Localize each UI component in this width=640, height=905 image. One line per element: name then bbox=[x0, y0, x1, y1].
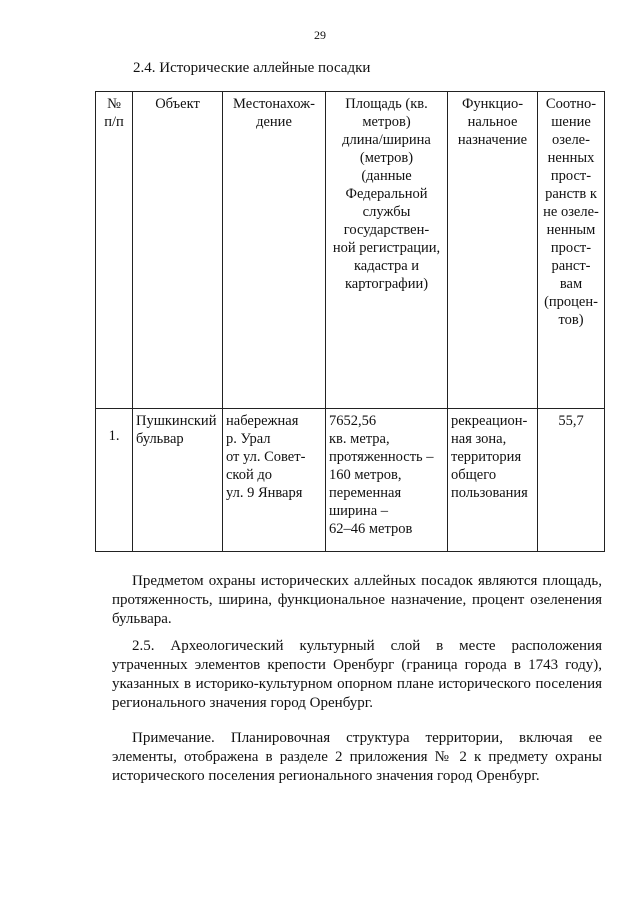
paragraph-line: указанных в историко-культурном опорном плане исторического поселения bbox=[112, 676, 602, 692]
header-function: Функцио- нальное назначение bbox=[448, 92, 538, 409]
header-ratio: Соотно- шение озеле- ненных прост- ранств к не озеле- ненным прост- ранст- вам (процен- тов) bbox=[538, 92, 605, 409]
cell-location: набережная р. Урал от ул. Совет- ской до ул. 9 Января bbox=[223, 409, 326, 552]
header-object: Объект bbox=[133, 92, 223, 409]
alley-plantings-table bbox=[95, 91, 605, 552]
paragraph-note bbox=[112, 729, 602, 786]
paragraph-line: элементы, отображена в разделе 2 приложения № 2 к предмету охраны bbox=[112, 749, 602, 765]
table-row bbox=[96, 409, 605, 552]
header-area: Площадь (кв. метров) длина/ширина (метров) (данные Федеральной службы государствен- ной регистрации, кадастра и картографии) bbox=[326, 92, 448, 409]
cell-number: 1. bbox=[96, 409, 133, 552]
paragraph-line: бульвара. bbox=[112, 611, 172, 627]
cell-function: рекреацион- ная зона, территория общего пользования bbox=[448, 409, 538, 552]
cell-ratio: 55,7 bbox=[538, 409, 605, 552]
paragraph-line: исторического поселения регионального значения город Оренбург. bbox=[112, 768, 540, 784]
page-number: 29 bbox=[314, 28, 326, 42]
paragraph-line: протяженность, ширина, функциональное назначение, процент озеленения bbox=[112, 592, 602, 608]
paragraph-line: Предметом охраны исторических аллейных посадок являются площадь, bbox=[132, 573, 602, 589]
paragraph-line: 2.5. Археологический культурный слой в месте расположения bbox=[132, 638, 602, 654]
paragraph-line: утраченных элементов крепости Оренбург (граница города в 1743 году), bbox=[112, 657, 602, 673]
cell-object: Пушкинский бульвар bbox=[133, 409, 223, 552]
paragraph-protection-subject bbox=[112, 572, 602, 629]
cell-area: 7652,56 кв. метра, протяженность – 160 метров, переменная ширина – 62–46 метров bbox=[326, 409, 448, 552]
table-header-row bbox=[96, 92, 605, 409]
header-location: Местонахож- дение bbox=[223, 92, 326, 409]
header-number: № п/п bbox=[96, 92, 133, 409]
paragraph-archaeological-layer bbox=[112, 637, 602, 713]
paragraph-line: регионального значения город Оренбург. bbox=[112, 695, 373, 711]
paragraph-line: Примечание. Планировочная структура территории, включая ее bbox=[132, 730, 602, 746]
section-title: 2.4. Исторические аллейные посадки bbox=[133, 60, 371, 76]
